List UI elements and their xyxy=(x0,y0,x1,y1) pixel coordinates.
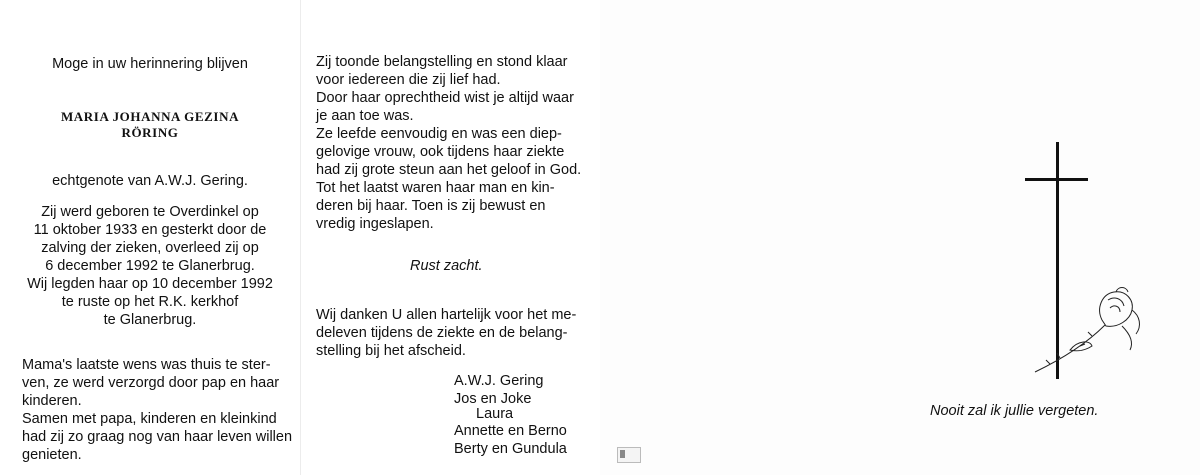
bio-line: Zij werd geboren te Overdinkel op xyxy=(41,204,259,220)
rest-line: Rust zacht. xyxy=(410,258,483,274)
family-line: Annette en Berno xyxy=(454,423,567,439)
wish-line: ven, ze werd verzorgd door pap en haar xyxy=(22,375,280,391)
printer-mark-icon xyxy=(617,447,641,463)
tribute-line: Door haar oprechtheid wist je altijd waar xyxy=(316,90,574,106)
family-line: A.W.J. Gering xyxy=(454,373,544,389)
panel-left xyxy=(0,0,300,475)
wish-line: kinderen. xyxy=(22,393,82,409)
family-line: Jos en Joke xyxy=(454,391,532,407)
family-line: Laura xyxy=(476,406,514,422)
deceased-name-line1: MARIA JOHANNA GEZINA xyxy=(60,109,240,124)
rose-icon xyxy=(1030,280,1150,380)
bio-line: Wij legden haar op 10 december 1992 xyxy=(27,276,273,292)
wish-line: had zij zo graag nog van haar leven willen xyxy=(22,429,293,445)
thanks-line: deleven tijdens de ziekte en de belang- xyxy=(316,325,568,341)
opening-line: Moge in uw herinnering blijven xyxy=(52,56,248,72)
bio-line: 11 oktober 1933 en gesterkt door de xyxy=(33,222,267,238)
bio-line: 6 december 1992 te Glanerbrug. xyxy=(45,258,255,274)
tribute-line: vredig ingeslapen. xyxy=(316,216,434,232)
bio-line: te ruste op het R.K. kerkhof xyxy=(61,294,239,310)
deceased-name-line2: RÖRING xyxy=(121,125,179,140)
wish-line: Mama's laatste wens was thuis te ster- xyxy=(22,357,271,373)
tribute-line: Ze leefde eenvoudig en was een diep- xyxy=(316,126,562,142)
tribute-line: Tot het laatst waren haar man en kin- xyxy=(316,180,555,196)
tribute-line: Zij toonde belangstelling en stond klaar xyxy=(316,54,568,70)
spouse-line: echtgenote van A.W.J. Gering. xyxy=(52,173,248,189)
bio-line: te Glanerbrug. xyxy=(103,312,197,328)
tribute-line: deren bij haar. Toen is zij bewust en xyxy=(316,198,546,214)
cross-bar xyxy=(1025,178,1088,181)
panel-right xyxy=(600,0,1200,475)
tribute-line: had zij grote steun aan het geloof in God. xyxy=(316,162,582,178)
motto-line: Nooit zal ik jullie vergeten. xyxy=(930,403,1099,419)
thanks-line: stelling bij het afscheid. xyxy=(316,343,466,359)
tribute-line: voor iedereen die zij lief had. xyxy=(316,72,501,88)
wish-line: genieten. xyxy=(22,447,82,463)
tribute-line: gelovige vrouw, ook tijdens haar ziekte xyxy=(316,144,565,160)
tribute-line: je aan toe was. xyxy=(316,108,414,124)
wish-line: Samen met papa, kinderen en kleinkind xyxy=(22,411,277,427)
family-line: Berty en Gundula xyxy=(454,441,567,457)
thanks-line: Wij danken U allen hartelijk voor het me- xyxy=(316,307,577,323)
bio-line: zalving der zieken, overleed zij op xyxy=(41,240,259,256)
